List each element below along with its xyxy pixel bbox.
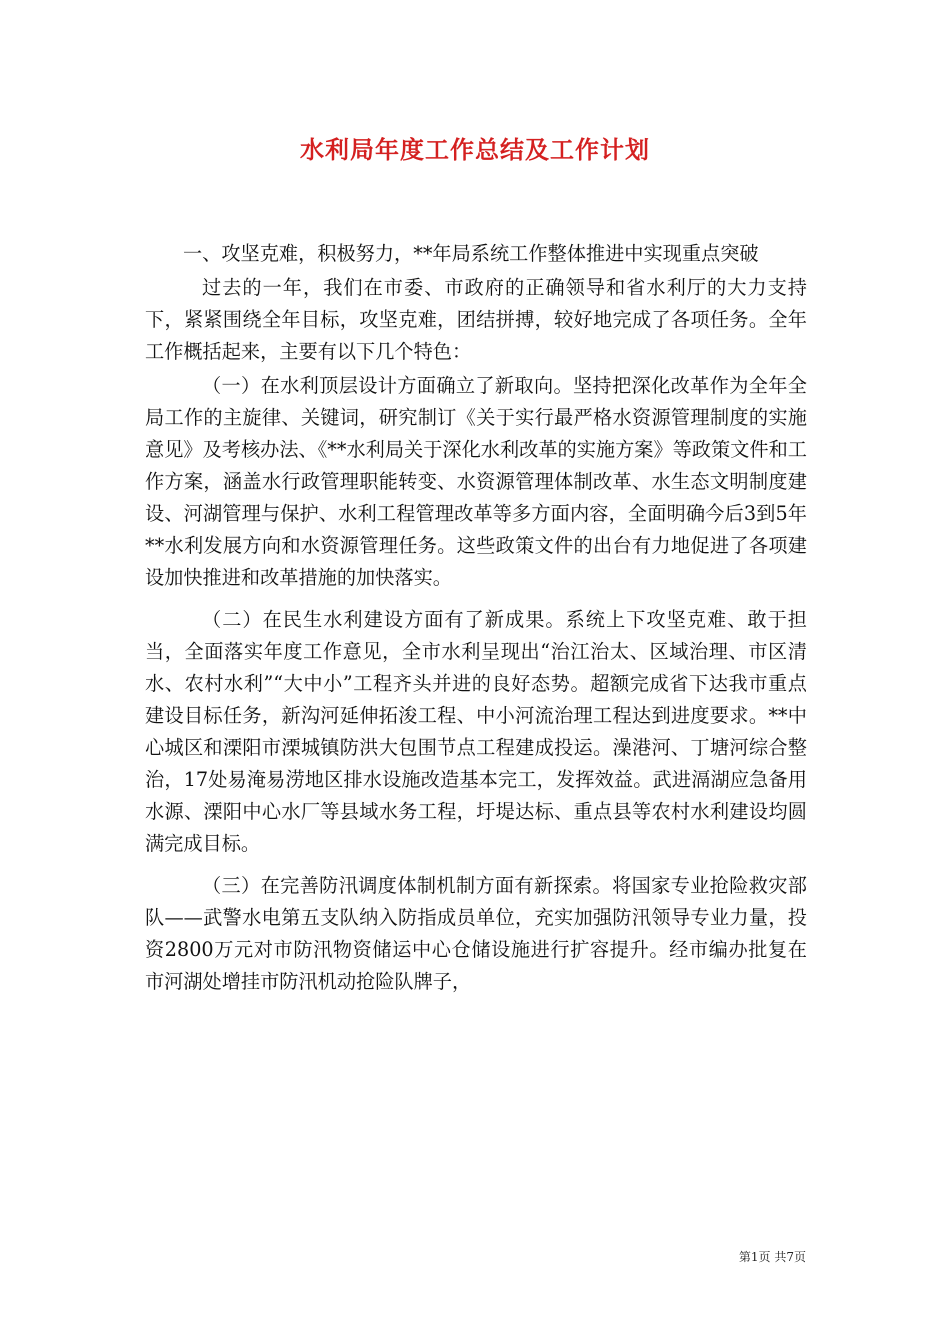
- page-number-footer: 第1页 共7页: [738, 1250, 806, 1264]
- intro-paragraph: 过去的一年，我们在市委、市政府的正确领导和省水利厅的大力支持下，紧紧围绕全年目标，攻坚克难，团结拼搏，较好地完成了各项任务。全年工作概括起来，主要有以下几个特色：: [145, 276, 807, 363]
- item-paragraph-3: （三）在完善防汛调度体制机制方面有新探索。将国家专业抢险救灾部队——武警水电第五支队纳入防指成员单位，充实加强防汛领导专业力量，投资2800万元对市防汛物资储运中心仓储设施进行扩容提升。经市编办批复在市河湖处增挂市防汛机动抢险队牌子，: [145, 874, 807, 993]
- item-paragraph-1: （一）在水利顶层设计方面确立了新取向。坚持把深化改革作为全年全局工作的主旋律、关键词，研究制订《关于实行最严格水资源管理制度的实施意见》及考核办法、《**水利局关于深化水利改革的实施方案》等政策文件和工作方案，涵盖水行政管理职能转变、水资源管理体制改革、水生态文明制度建设、河湖管理与保护、水利工程管理改革等多方面内容，全面明确今后3到5年**水利发展方向和水资源管理任务。这些政策文件的出台有力地促进了各项建设加快推进和改革措施的加快落实。: [145, 374, 807, 589]
- document-title: 水利局年度工作总结及工作计划: [300, 135, 650, 164]
- item-paragraph-2: （二）在民生水利建设方面有了新成果。系统上下攻坚克难、敢于担当，全面落实年度工作意见，全市水利呈现出“治江治太、区域治理、市区清水、农村水利”“大中小”工程齐头并进的良好态势。超额完成省下达我市重点建设目标任务，新沟河延伸拓浚工程、中小河流治理工程达到进度要求。**中心城区和溧阳市溧城镇防洪大包围节点工程建成投运。澡港河、丁塘河综合整治，17处易淹易涝地区排水设施改造基本完工，发挥效益。武进滆湖应急备用水源、溧阳中心水厂等县域水务工程，圩堤达标、重点县等农村水利建设均圆满完成目标。: [145, 608, 807, 855]
- section-heading: 一、攻坚克难，积极努力，**年局系统工作整体推进中实现重点突破: [183, 242, 759, 265]
- document-body: [145, 238, 807, 998]
